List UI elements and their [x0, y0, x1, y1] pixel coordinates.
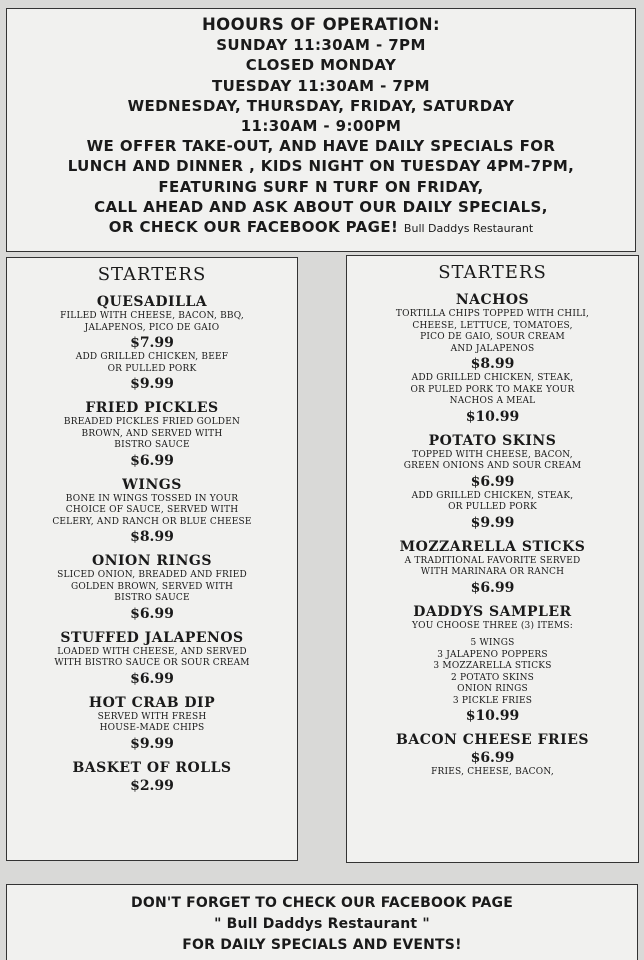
item-description: AND JALAPENOS [450, 343, 535, 354]
item-price: $6.99 [130, 605, 174, 622]
item-price: $7.99 [130, 335, 174, 351]
right-menu-title: STARTERS [438, 262, 547, 283]
item-description: WITH MARINARA OR RANCH [420, 567, 565, 577]
hours-title: HOOURS OF OPERATION: [201, 15, 441, 34]
item-add-on-price: $10.99 [465, 408, 520, 425]
item-description: GREEN ONIONS AND SOUR CREAM [403, 461, 582, 471]
item-description: WITH BISTRO SAUCE OR SOUR CREAM [54, 658, 250, 668]
item-description: BREADED PICKLES FRIED GOLDEN [63, 417, 241, 427]
menu-item [347, 538, 638, 597]
item-description: CHOICE OF SAUCE, SERVED WITH [65, 505, 239, 515]
item-description: TOPPED WITH CHEESE, BACON, [412, 449, 573, 460]
item-name: POTATO SKINS [428, 432, 557, 449]
item-description: BISTRO SAUCE [114, 593, 190, 603]
item-add-on: FRIES, CHEESE, BACON, [431, 767, 554, 777]
hours-restaurant-name: Bull Daddys Restaurant [403, 222, 534, 236]
item-price: $9.99 [130, 735, 174, 752]
menu-item [7, 552, 297, 623]
footer-panel [6, 884, 638, 960]
item-description: LOADED WITH CHEESE, AND SERVED [57, 646, 247, 657]
item-description: CELERY, AND RANCH OR BLUE CHEESE [52, 516, 252, 527]
item-description: ONION RINGS [457, 684, 528, 694]
item-description: BISTRO SAUCE [114, 440, 190, 450]
item-description: 2 POTATO SKINS [450, 672, 535, 683]
item-description: SERVED WITH FRESH [97, 711, 207, 722]
item-description: A TRADITIONAL FAVORITE SERVED [404, 555, 581, 566]
footer-line-2: " Bull Daddys Restaurant " [214, 916, 430, 932]
item-name: BACON CHEESE FRIES [396, 732, 589, 748]
menu-item [7, 399, 297, 470]
item-add-on-price: $9.99 [470, 514, 515, 531]
menu-item [7, 694, 297, 753]
item-description: PICO DE GAIO, SOUR CREAM [420, 332, 565, 342]
item-price: $6.99 [470, 579, 515, 596]
item-description: SLICED ONION, BREADED AND FRIED [57, 570, 247, 580]
item-add-on: ADD GRILLED CHICKEN, STEAK, [411, 490, 574, 501]
menu-item [347, 603, 638, 726]
item-description: 3 PICKLE FRIES [452, 695, 533, 706]
item-price: $6.99 [470, 473, 515, 490]
menu-item [7, 293, 297, 393]
hours-call-ahead: CALL AHEAD AND ASK ABOUT OUR DAILY SPECIALS, [94, 197, 548, 216]
left-menu-panel [6, 257, 298, 861]
item-description: TORTILLA CHIPS TOPPED WITH CHILI, [395, 309, 590, 319]
right-menu-items [347, 291, 638, 779]
item-name: BASKET OF ROLLS [72, 759, 232, 776]
hours-lunch-dinner: LUNCH AND DINNER , KIDS NIGHT ON TUESDAY 4PM-7PM, [67, 157, 575, 176]
item-description: BROWN, AND SERVED WITH [81, 428, 223, 439]
left-menu-title: STARTERS [97, 264, 207, 285]
item-description: BONE IN WINGS TOSSED IN YOUR [65, 493, 239, 504]
item-description: 5 WINGS [470, 638, 515, 648]
item-add-on: OR PULLED PORK [107, 363, 197, 374]
item-price: $6.99 [130, 670, 174, 687]
item-name: ONION RINGS [92, 553, 212, 569]
item-name: NACHOS [455, 292, 530, 308]
item-add-on: ADD GRILLED CHICKEN, BEEF [75, 352, 229, 362]
hours-weekdays: WEDNESDAY, THURSDAY, FRIDAY, SATURDAY [127, 96, 515, 115]
hours-surf-turf: FEATURING SURF N TURF ON FRIDAY, [158, 177, 484, 196]
item-price: $10.99 [465, 708, 520, 724]
item-description: YOU CHOOSE THREE (3) ITEMS: [411, 620, 574, 631]
item-price: $6.99 [470, 750, 515, 766]
menu-item [7, 759, 297, 795]
item-add-on-price: $9.99 [130, 376, 174, 392]
item-description: FILLED WITH CHEESE, BACON, BBQ, [60, 311, 244, 321]
hours-weekdays-time: 11:30AM - 9:00PM [240, 117, 402, 136]
item-name: QUESADILLA [96, 294, 208, 310]
left-menu-items [7, 293, 297, 795]
item-name: FRIED PICKLES [85, 400, 219, 416]
hours-facebook-text: OR CHECK OUR FACEBOOK PAGE! [108, 218, 399, 237]
item-name: MOZZARELLA STICKS [399, 538, 586, 555]
item-description: HOUSE-MADE CHIPS [99, 723, 205, 733]
item-add-on: ADD GRILLED CHICKEN, STEAK, [411, 373, 574, 383]
hours-facebook [7, 217, 635, 239]
menu-item [347, 291, 638, 426]
item-add-on: OR PULLED PORK [448, 502, 537, 512]
item-price: $8.99 [470, 356, 515, 372]
menu-item [7, 476, 297, 547]
footer-line-3: FOR DAILY SPECIALS AND EVENTS! [182, 937, 462, 953]
item-price: $6.99 [130, 452, 174, 469]
item-description: GOLDEN BROWN, SERVED WITH [70, 581, 234, 592]
hours-takeout: WE OFFER TAKE-OUT, AND HAVE DAILY SPECIALS FOR [86, 137, 556, 156]
item-description: 3 MOZZARELLA STICKS [433, 661, 552, 671]
right-menu-panel [346, 255, 639, 863]
item-description: 3 JALAPENO POPPERS [437, 649, 548, 660]
item-description: CHEESE, LETTUCE, TOMATOES, [412, 320, 573, 331]
menu-item [347, 731, 638, 779]
item-add-on: NACHOS A MEAL [449, 396, 536, 406]
item-price: $8.99 [130, 529, 174, 545]
item-add-on: OR PULED PORK TO MAKE YOUR [410, 384, 575, 395]
item-price: $2.99 [130, 777, 174, 794]
hours-tuesday: TUESDAY 11:30AM - 7PM [212, 76, 430, 95]
hours-panel [6, 8, 636, 252]
menu-item [7, 629, 297, 688]
item-name: DADDYS SAMPLER [413, 603, 572, 620]
item-name: WINGS [122, 476, 182, 493]
footer-line-1: DON'T FORGET TO CHECK OUR FACEBOOK PAGE [131, 895, 513, 911]
item-description: JALAPENOS, PICO DE GAIO [84, 322, 220, 333]
hours-monday: CLOSED MONDAY [245, 56, 397, 75]
menu-item [347, 432, 638, 532]
item-name: HOT CRAB DIP [88, 694, 216, 711]
item-name: STUFFED JALAPENOS [60, 629, 244, 646]
hours-sunday: SUNDAY 11:30AM - 7PM [216, 36, 426, 55]
